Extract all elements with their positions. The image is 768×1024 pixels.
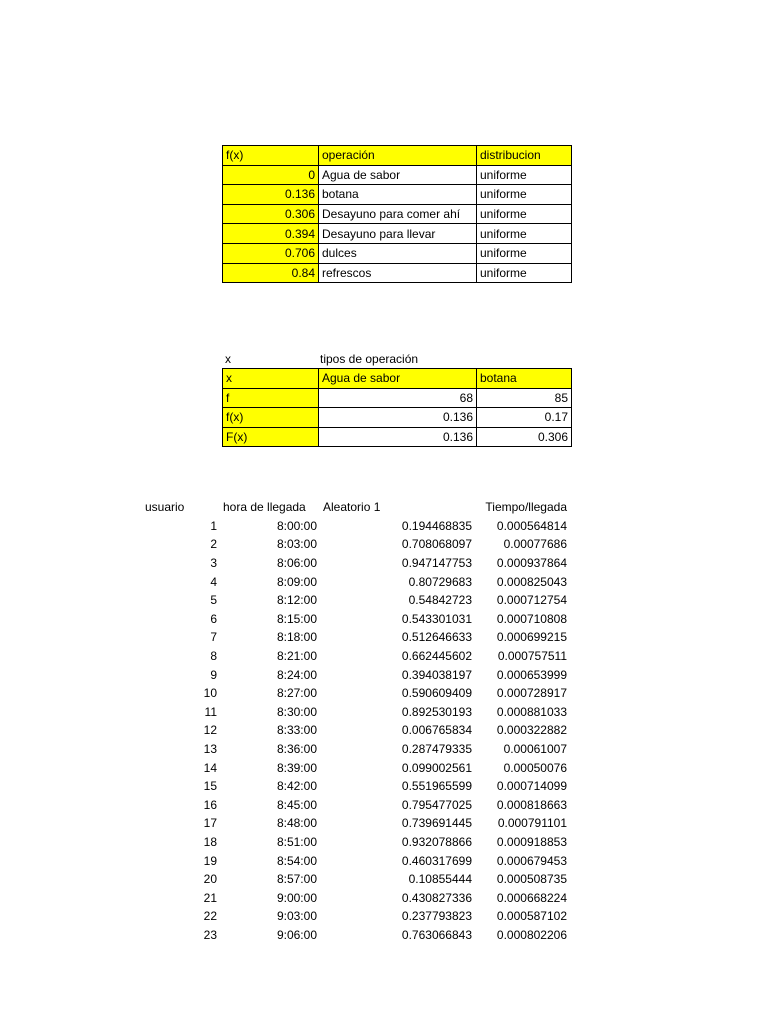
arrival-row <box>135 814 570 833</box>
usuario-cell[interactable]: 18 <box>203 834 217 849</box>
tiempo-cell[interactable]: 0.000710808 <box>496 611 567 626</box>
fx-cell[interactable]: 0.306 <box>223 204 319 224</box>
usuario-cell[interactable]: 22 <box>203 909 217 924</box>
tiempo-cell[interactable]: 0.000757511 <box>497 649 567 664</box>
row-label-cell[interactable]: f <box>223 388 319 408</box>
arrivals-body <box>135 517 570 945</box>
aleatorio-cell[interactable]: 0.551965599 <box>401 779 472 794</box>
header-hora-de-llegada[interactable]: hora de llegada <box>223 500 306 515</box>
arrival-row <box>135 758 570 777</box>
aleatorio-cell[interactable]: 0.795477025 <box>401 797 472 812</box>
aleatorio-cell[interactable]: 0.237793823 <box>401 909 472 924</box>
tiempo-cell[interactable]: 0.00050076 <box>503 760 567 775</box>
usuario-cell[interactable]: 2 <box>210 537 217 552</box>
operacion-cell[interactable]: dulces <box>319 243 477 263</box>
aleatorio-cell[interactable]: 0.80729683 <box>408 574 472 589</box>
arrivals-table <box>135 498 570 944</box>
usuario-cell[interactable]: 14 <box>203 760 217 775</box>
header-usuario[interactable]: usuario <box>145 500 185 515</box>
usuario-cell[interactable]: 17 <box>203 816 217 831</box>
aleatorio-cell[interactable]: 0.287479335 <box>401 742 472 757</box>
botana-cell[interactable]: 0.306 <box>477 427 572 447</box>
distribution-table <box>222 145 572 283</box>
operacion-cell[interactable]: Agua de sabor <box>319 165 477 185</box>
usuario-cell[interactable]: 1 <box>210 518 217 533</box>
distribution-row <box>223 243 572 263</box>
arrival-row <box>135 517 570 536</box>
x-label: x <box>225 352 231 366</box>
frequency-table <box>222 368 572 447</box>
aleatorio-cell[interactable]: 0.54842723 <box>408 593 472 608</box>
arrival-row <box>135 870 570 889</box>
tiempo-cell[interactable]: 0.000818663 <box>496 797 567 812</box>
hora-cell[interactable]: 8:21:00 <box>276 649 317 664</box>
botana-cell[interactable]: 85 <box>477 388 572 408</box>
aleatorio-cell[interactable]: 0.892530193 <box>401 704 472 719</box>
usuario-cell[interactable]: 15 <box>203 779 217 794</box>
usuario-cell[interactable]: 13 <box>203 742 217 757</box>
tiempo-cell[interactable]: 0.000322882 <box>496 723 567 738</box>
usuario-cell[interactable]: 9 <box>210 667 217 682</box>
hora-cell[interactable]: 8:09:00 <box>276 574 317 589</box>
hora-cell[interactable]: 9:00:00 <box>276 890 317 905</box>
tiempo-cell[interactable]: 0.000728917 <box>496 686 567 701</box>
header-aleatorio[interactable]: Aleatorio 1 <box>323 500 381 515</box>
frequency-header-row <box>223 369 572 389</box>
aleatorio-cell[interactable]: 0.590609409 <box>401 686 472 701</box>
frequency-body <box>223 388 572 447</box>
usuario-cell[interactable]: 23 <box>203 927 217 942</box>
hora-cell[interactable]: 8:42:00 <box>276 779 317 794</box>
tiempo-cell[interactable]: 0.000668224 <box>496 890 567 905</box>
hora-cell[interactable]: 8:33:00 <box>276 723 317 738</box>
fx-cell[interactable]: 0.394 <box>223 224 319 244</box>
fx-cell[interactable]: 0.706 <box>223 243 319 263</box>
aleatorio-cell[interactable]: 0.662445602 <box>401 649 472 664</box>
usuario-cell[interactable]: 5 <box>210 593 217 608</box>
hora-cell[interactable]: 8:39:00 <box>276 760 317 775</box>
operacion-cell[interactable]: Desayuno para comer ahí <box>319 204 477 224</box>
arrival-row <box>135 665 570 684</box>
tiempo-cell[interactable]: 0.000508735 <box>496 872 567 887</box>
distribution-header-row <box>223 146 572 166</box>
usuario-cell[interactable]: 12 <box>203 723 217 738</box>
tiempo-cell[interactable]: 0.000587102 <box>496 909 567 924</box>
aleatorio-cell[interactable]: 0.763066843 <box>401 927 472 942</box>
arrival-row <box>135 740 570 759</box>
hora-cell[interactable]: 8:45:00 <box>276 797 317 812</box>
distribution-row <box>223 204 572 224</box>
tiempo-cell[interactable]: 0.000564814 <box>496 518 567 533</box>
header-tiempo-llegada[interactable]: Tiempo/llegada <box>485 500 567 515</box>
fx-cell[interactable]: 0.136 <box>223 185 319 205</box>
hora-cell[interactable]: 8:12:00 <box>276 593 317 608</box>
arrival-row <box>135 796 570 815</box>
tiempo-cell[interactable]: 0.000699215 <box>496 630 567 645</box>
tiempo-cell[interactable]: 0.000791101 <box>497 816 567 831</box>
usuario-cell[interactable]: 16 <box>203 797 217 812</box>
hora-cell[interactable]: 8:30:00 <box>276 704 317 719</box>
usuario-cell[interactable]: 10 <box>203 686 217 701</box>
hora-cell[interactable]: 8:18:00 <box>276 630 317 645</box>
aleatorio-cell[interactable]: 0.10855444 <box>408 872 472 887</box>
hora-cell[interactable]: 8:00:00 <box>276 518 317 533</box>
usuario-cell[interactable]: 8 <box>210 649 217 664</box>
operacion-cell[interactable]: refrescos <box>319 263 477 283</box>
distribucion-cell[interactable]: uniforme <box>477 204 572 224</box>
header-agua-de-sabor[interactable]: Agua de sabor <box>319 369 477 389</box>
aleatorio-cell[interactable]: 0.006765834 <box>401 723 472 738</box>
arrivals-header-row <box>135 498 570 517</box>
arrival-row <box>135 572 570 591</box>
header-botana[interactable]: botana <box>477 369 572 389</box>
tiempo-cell[interactable]: 0.000712754 <box>496 593 567 608</box>
distribution-body <box>223 165 572 283</box>
usuario-cell[interactable]: 21 <box>203 890 217 905</box>
tipos-operacion-label: tipos de operación <box>320 352 419 366</box>
header-x[interactable]: x <box>223 369 319 389</box>
agua-de-sabor-cell[interactable]: 0.136 <box>319 427 477 447</box>
operacion-cell[interactable]: Desayuno para llevar <box>319 224 477 244</box>
hora-cell[interactable]: 9:03:00 <box>276 909 317 924</box>
hora-cell[interactable]: 8:48:00 <box>276 816 317 831</box>
arrival-row <box>135 647 570 666</box>
aleatorio-cell[interactable]: 0.194468835 <box>401 518 472 533</box>
usuario-cell[interactable]: 7 <box>210 630 217 645</box>
hora-cell[interactable]: 8:27:00 <box>276 686 317 701</box>
frequency-row <box>223 388 572 408</box>
hora-cell[interactable]: 8:15:00 <box>276 611 317 626</box>
hora-cell[interactable]: 8:24:00 <box>276 667 317 682</box>
operacion-cell[interactable]: botana <box>319 185 477 205</box>
usuario-cell[interactable]: 20 <box>203 872 217 887</box>
aleatorio-cell[interactable]: 0.430827336 <box>401 890 472 905</box>
botana-cell[interactable]: 0.17 <box>477 408 572 428</box>
agua-de-sabor-cell[interactable]: 0.136 <box>319 408 477 428</box>
usuario-cell[interactable]: 6 <box>210 611 217 626</box>
hora-cell[interactable]: 8:06:00 <box>276 556 317 571</box>
distribucion-cell[interactable]: uniforme <box>477 224 572 244</box>
arrival-row <box>135 888 570 907</box>
tiempo-cell[interactable]: 0.000825043 <box>496 574 567 589</box>
tiempo-cell[interactable]: 0.000881033 <box>496 704 567 719</box>
distribution-row <box>223 185 572 205</box>
hora-cell[interactable]: 8:03:00 <box>276 537 317 552</box>
arrival-row <box>135 777 570 796</box>
header-operacion[interactable]: operación <box>319 146 477 166</box>
usuario-cell[interactable]: 3 <box>210 556 217 571</box>
aleatorio-cell[interactable]: 0.708068097 <box>401 537 472 552</box>
arrival-row <box>135 628 570 647</box>
tiempo-cell[interactable]: 0.000653999 <box>496 667 567 682</box>
arrival-row <box>135 591 570 610</box>
fx-cell[interactable]: 0 <box>223 165 319 185</box>
arrival-row <box>135 833 570 852</box>
hora-cell[interactable]: 8:57:00 <box>276 872 317 887</box>
distribution-row <box>223 165 572 185</box>
distribucion-cell[interactable]: uniforme <box>477 243 572 263</box>
arrival-row <box>135 703 570 722</box>
tiempo-cell[interactable]: 0.000802206 <box>496 927 567 942</box>
header-distribucion[interactable]: distribucion <box>477 146 572 166</box>
distribution-row <box>223 224 572 244</box>
arrival-row <box>135 926 570 945</box>
distribution-row <box>223 263 572 283</box>
arrival-row <box>135 851 570 870</box>
usuario-cell[interactable]: 19 <box>203 853 217 868</box>
aleatorio-cell[interactable]: 0.460317699 <box>401 853 472 868</box>
distribucion-cell[interactable]: uniforme <box>477 165 572 185</box>
aleatorio-cell[interactable]: 0.739691445 <box>401 816 472 831</box>
tiempo-cell[interactable]: 0.000937864 <box>496 556 567 571</box>
aleatorio-cell[interactable]: 0.932078866 <box>401 834 472 849</box>
frequency-row <box>223 427 572 447</box>
arrival-row <box>135 721 570 740</box>
arrival-row <box>135 610 570 629</box>
fx-cell[interactable]: 0.84 <box>223 263 319 283</box>
arrival-row <box>135 907 570 926</box>
tiempo-cell[interactable]: 0.000714099 <box>496 779 567 794</box>
arrival-row <box>135 684 570 703</box>
header-fx[interactable]: f(x) <box>223 146 319 166</box>
arrival-row <box>135 535 570 554</box>
tiempo-cell[interactable]: 0.000679453 <box>496 853 567 868</box>
tiempo-cell[interactable]: 0.00061007 <box>503 742 567 757</box>
hora-cell[interactable]: 8:54:00 <box>276 853 317 868</box>
usuario-cell[interactable]: 4 <box>210 574 217 589</box>
hora-cell[interactable]: 9:06:00 <box>276 927 317 942</box>
arrival-row <box>135 554 570 573</box>
row-label-cell[interactable]: F(x) <box>223 427 319 447</box>
aleatorio-cell[interactable]: 0.099002561 <box>401 760 472 775</box>
usuario-cell[interactable]: 11 <box>204 704 217 719</box>
row-label-cell[interactable]: f(x) <box>223 408 319 428</box>
tiempo-cell[interactable]: 0.000918853 <box>496 834 567 849</box>
aleatorio-cell[interactable]: 0.512646633 <box>401 630 472 645</box>
hora-cell[interactable]: 8:51:00 <box>276 834 317 849</box>
agua-de-sabor-cell[interactable]: 68 <box>319 388 477 408</box>
hora-cell[interactable]: 8:36:00 <box>276 742 317 757</box>
distribucion-cell[interactable]: uniforme <box>477 263 572 283</box>
distribucion-cell[interactable]: uniforme <box>477 185 572 205</box>
tiempo-cell[interactable]: 0.00077686 <box>503 537 567 552</box>
frequency-row <box>223 408 572 428</box>
aleatorio-cell[interactable]: 0.947147753 <box>401 556 472 571</box>
aleatorio-cell[interactable]: 0.394038197 <box>401 667 472 682</box>
aleatorio-cell[interactable]: 0.543301031 <box>401 611 472 626</box>
